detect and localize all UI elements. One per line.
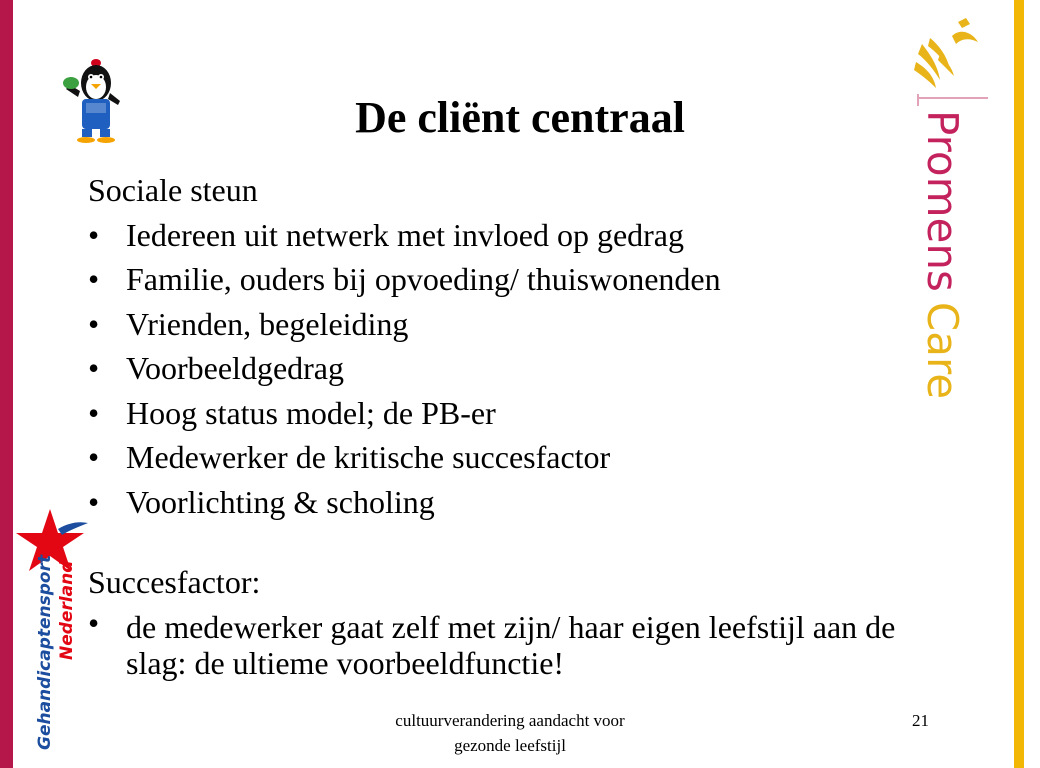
nederland-word: Nederland [57, 560, 77, 660]
slide-title: De cliënt centraal [355, 93, 685, 142]
slide-body [88, 168, 948, 681]
care-word: Care [918, 301, 967, 400]
promens-word: Promens [918, 110, 967, 292]
section-heading-succesfactor: Succesfactor: [88, 564, 261, 600]
bullet-item: • Voorlichting & scholing [88, 480, 948, 525]
bullet-list-sociale-steun [88, 213, 948, 525]
footer-line: cultuurverandering aandacht voor [395, 711, 625, 730]
bullet-item: • Voorbeeldgedrag [88, 346, 948, 391]
bullet-item: • Vrienden, begeleiding [88, 302, 948, 347]
bullet-item: • Medewerker de kritische succesfactor [88, 435, 948, 480]
svg-text:PromensCare [918, 110, 967, 399]
bullet-item: • Hoog status model; de PB-er [88, 391, 948, 436]
gehandicaptensport-word: Gehandicaptensport [35, 554, 55, 750]
bullet-item: • Iedereen uit netwerk met invloed op gedrag [88, 213, 948, 258]
gehandicaptensport-wordmark [30, 554, 80, 755]
page-number: 21 [912, 711, 929, 730]
section-heading-sociale-steun: Sociale steun [88, 172, 258, 208]
promens-swoosh-icon [914, 18, 978, 88]
footer-line: gezonde leefstijl [454, 736, 566, 755]
section-gap [88, 524, 948, 560]
bullet-item: • de medewerker gaat zelf met zijn/ haar eigen leefstijl aan de slag: de ultieme voorbeeldfunctie! [88, 605, 948, 681]
bullet-list-succesfactor [88, 605, 948, 681]
slide-footer [360, 708, 660, 758]
promens-care-wordmark [918, 110, 967, 400]
bullet-item: • Familie, ouders bij opvoeding/ thuiswonenden [88, 257, 948, 302]
